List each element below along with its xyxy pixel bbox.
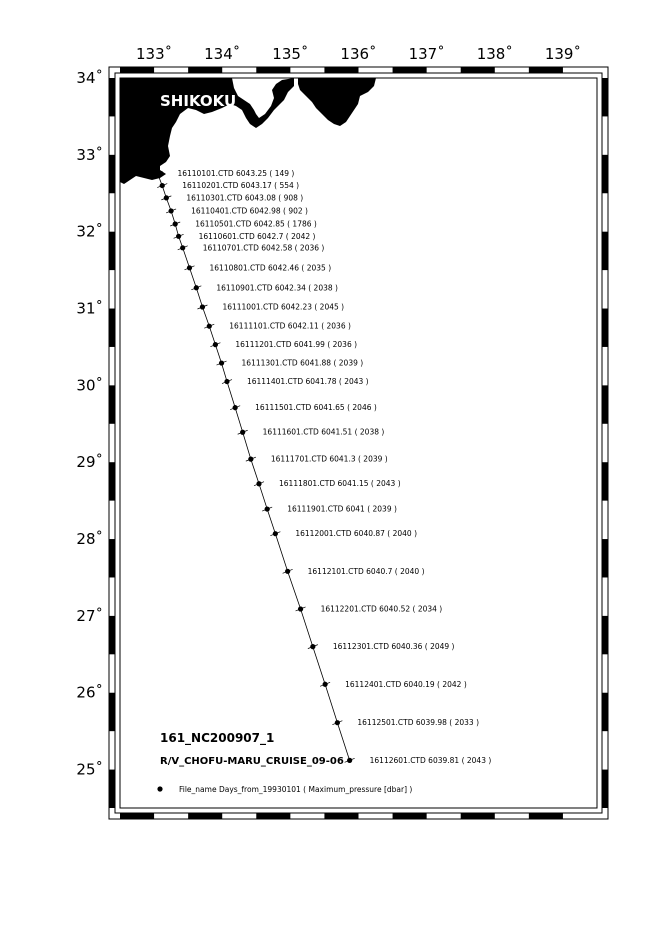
station-marker <box>323 682 328 687</box>
station-label: 16110401.CTD 6042.98 ( 902 ) <box>191 206 308 216</box>
frame-bar-right <box>602 462 608 500</box>
kii-peninsula-land <box>298 78 376 126</box>
frame-bar-right <box>602 616 608 654</box>
lat-tick-label: 25˚ <box>76 760 103 779</box>
frame-outer-border <box>109 67 608 819</box>
station-label: 16112301.CTD 6040.36 ( 2049 ) <box>332 642 455 652</box>
region-label: SHIKOKU <box>160 92 237 110</box>
legend-subtitle: R/V_CHOFU-MARU_CRUISE_09-06 <box>160 756 344 767</box>
station-label: 16110901.CTD 6042.34 ( 2038 ) <box>216 283 338 293</box>
frame-bar-bottom <box>393 813 427 819</box>
station-label: 16112601.CTD 6039.81 ( 2043 ) <box>369 755 492 765</box>
frame-bar-left <box>109 616 115 654</box>
map-frame <box>109 67 608 819</box>
lon-tick-label: 133˚ <box>136 45 173 63</box>
station-marker <box>213 342 218 347</box>
frame-bar-bottom <box>324 813 358 819</box>
frame-bar-right <box>602 539 608 577</box>
station-label: 16112501.CTD 6039.98 ( 2033 ) <box>357 718 480 728</box>
frame-bar-bottom <box>529 813 563 819</box>
station-label: 16112201.CTD 6040.52 ( 2034 ) <box>320 604 443 614</box>
station-label: 16111001.CTD 6042.23 ( 2045 ) <box>222 302 345 312</box>
station-label: 16111301.CTD 6041.88 ( 2039 ) <box>241 358 364 368</box>
frame-bar-left <box>109 539 115 577</box>
station-marker <box>285 569 290 574</box>
station-marker <box>240 430 245 435</box>
frame-bar-right <box>602 155 608 193</box>
station-marker <box>155 171 160 176</box>
station-marker <box>169 208 174 213</box>
station-label: 16112001.CTD 6040.87 ( 2040 ) <box>295 529 418 539</box>
frame-bar-left <box>109 462 115 500</box>
frame-bar-top <box>188 67 222 73</box>
station-label: 16110301.CTD 6043.08 ( 908 ) <box>186 193 304 203</box>
frame-bar-left <box>109 693 115 731</box>
station-label: 16110501.CTD 6042.85 ( 1786 ) <box>195 219 317 229</box>
frame-bar-left <box>109 309 115 347</box>
station-marker <box>248 457 253 462</box>
station-marker <box>256 481 261 486</box>
station-marker <box>187 265 192 270</box>
frame-bar-left <box>109 770 115 808</box>
frame-bar-right <box>602 693 608 731</box>
lat-tick-label: 32˚ <box>76 222 103 241</box>
station-label: 16111401.CTD 6041.78 ( 2043 ) <box>246 377 369 387</box>
frame-bar-left <box>109 385 115 423</box>
lat-tick-label: 30˚ <box>76 376 103 395</box>
station-label: 16112101.CTD 6040.7 ( 2040 ) <box>307 566 425 576</box>
station-marker <box>347 758 352 763</box>
frame-bar-bottom <box>120 813 154 819</box>
station-label: 16111701.CTD 6041.3 ( 2039 ) <box>270 454 388 464</box>
frame-bar-top <box>393 67 427 73</box>
station-marker <box>176 234 181 239</box>
station-label: 16112401.CTD 6040.19 ( 2042 ) <box>345 679 467 689</box>
lat-tick-label: 33˚ <box>76 145 103 164</box>
lat-tick-label: 26˚ <box>76 683 103 702</box>
station-marker <box>173 221 178 226</box>
legend-title: 161_NC200907_1 <box>160 731 275 745</box>
lat-tick-label: 34˚ <box>76 69 103 87</box>
frame-bar-bottom <box>188 813 222 819</box>
lat-tick-label: 29˚ <box>76 453 103 472</box>
frame-bar-left <box>109 155 115 193</box>
station-marker <box>335 720 340 725</box>
frame-bar-top <box>256 67 290 73</box>
frame-bar-left <box>109 78 115 116</box>
station-label: 16111801.CTD 6041.15 ( 2043 ) <box>279 479 401 489</box>
station-label: 16110201.CTD 6043.17 ( 554 ) <box>182 181 300 191</box>
lon-tick-label: 135˚ <box>272 45 309 63</box>
station-label: 16111101.CTD 6042.11 ( 2036 ) <box>229 321 351 331</box>
frame-bar-top <box>461 67 495 73</box>
station-label: 16111601.CTD 6041.51 ( 2038 ) <box>262 427 385 437</box>
frame-bar-right <box>602 385 608 423</box>
lon-tick-label: 137˚ <box>408 45 445 63</box>
frame-bar-bottom <box>461 813 495 819</box>
station-marker <box>160 183 165 188</box>
station-marker <box>298 606 303 611</box>
station-label: 16111201.CTD 6041.99 ( 2036 ) <box>235 340 358 350</box>
station-marker <box>224 379 229 384</box>
lat-tick-label: 31˚ <box>76 299 103 318</box>
station-marker <box>164 195 169 200</box>
station-marker <box>200 304 205 309</box>
station-marker <box>194 285 199 290</box>
station-label: 16111501.CTD 6041.65 ( 2046 ) <box>255 403 377 413</box>
station-label: 16110601.CTD 6042.7 ( 2042 ) <box>198 231 316 241</box>
lon-tick-label: 136˚ <box>340 45 377 63</box>
station-marker <box>265 506 270 511</box>
station-marker <box>180 245 185 250</box>
lat-tick-label: 27˚ <box>76 606 103 625</box>
frame-bar-top <box>120 67 154 73</box>
frame-bar-right <box>602 232 608 270</box>
frame-bar-top <box>529 67 563 73</box>
frame-bar-bottom <box>256 813 290 819</box>
lon-tick-label: 138˚ <box>476 45 513 63</box>
station-marker <box>207 324 212 329</box>
station-labels <box>177 169 491 765</box>
cruise-track <box>158 173 350 760</box>
track-line <box>158 173 350 760</box>
station-label: 16110701.CTD 6042.58 ( 2036 ) <box>202 243 325 253</box>
station-label: 16110801.CTD 6042.46 ( 2035 ) <box>209 263 332 273</box>
frame-bar-left <box>109 232 115 270</box>
station-label: 16110101.CTD 6043.25 ( 149 ) <box>177 168 295 178</box>
frame-bar-right <box>602 78 608 116</box>
frame-bar-top <box>324 67 358 73</box>
legend-marker <box>157 786 162 791</box>
station-marker <box>310 644 315 649</box>
frame-bar-right <box>602 770 608 808</box>
station-marker <box>233 405 238 410</box>
lon-tick-label: 134˚ <box>204 45 241 63</box>
station-marker <box>219 360 224 365</box>
lon-tick-label: 139˚ <box>544 45 581 63</box>
legend-entry: File_name Days_from_19930101 ( Maximum_pressure [dbar] ) <box>179 785 413 794</box>
lat-tick-label: 28˚ <box>76 530 103 549</box>
station-label: 16111901.CTD 6041 ( 2039 ) <box>287 504 397 514</box>
frame-bar-right <box>602 309 608 347</box>
station-marker <box>273 531 278 536</box>
